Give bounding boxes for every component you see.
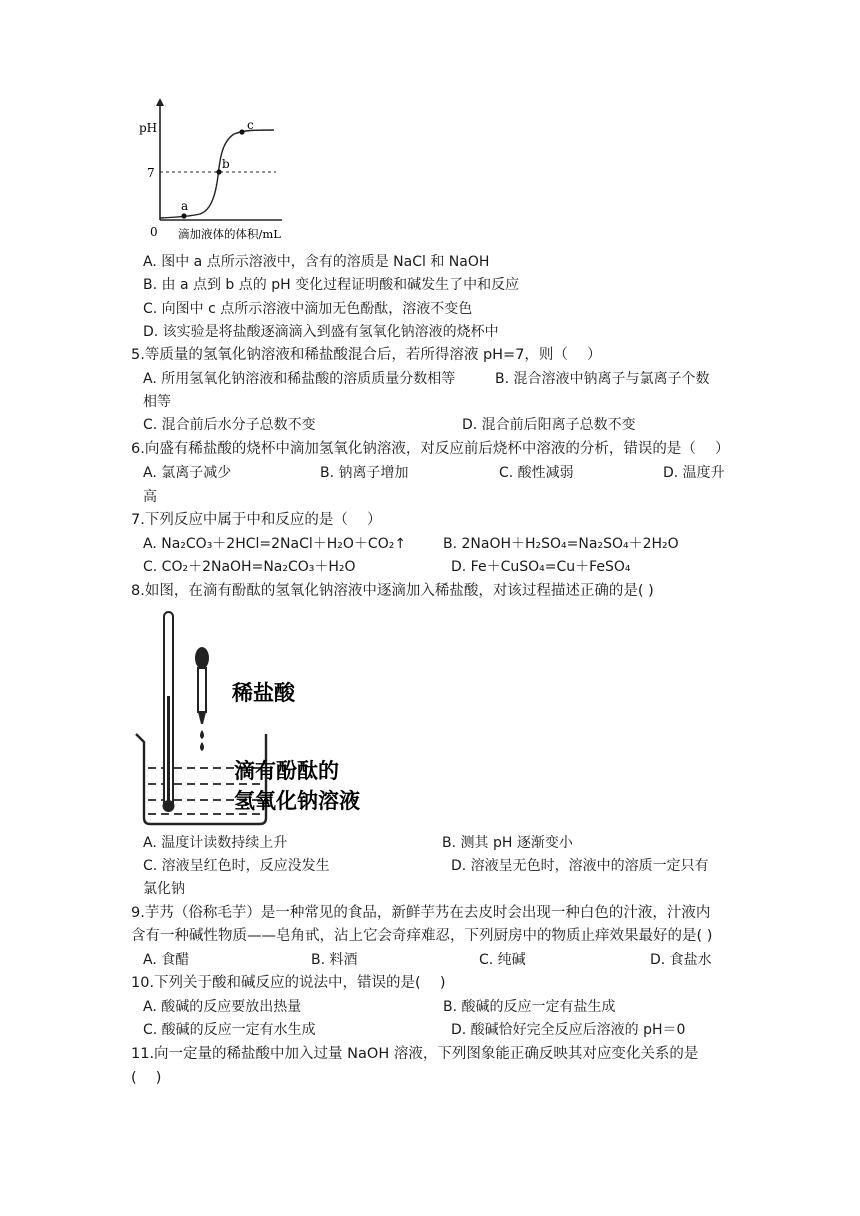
q10-stem: 10.下列关于酸和碱反应的说法中，错误的是( )	[131, 975, 446, 991]
q6-option-d: D. 温度升	[663, 465, 725, 481]
titration-apparatus-figure	[130, 606, 378, 828]
q8-option-a: A. 温度计读数持续上升	[143, 835, 288, 851]
q4-option-a: A. 图中 a 点所示溶液中，含有的溶质是 NaCl 和 NaOH	[143, 254, 490, 270]
q6-option-b: B. 钠离子增加	[320, 465, 409, 481]
q4-option-b: B. 由 a 点到 b 点的 pH 变化过程证明酸和碱发生了中和反应	[143, 277, 520, 293]
q7-option-d: D. Fe＋CuSO₄=Cu＋FeSO₄	[451, 559, 631, 575]
y-axis-arrow	[156, 98, 164, 106]
q5-stem: 5.等质量的氢氧化钠溶液和稀盐酸混合后，若所得溶液 pH=7，则（ ）	[131, 347, 602, 363]
q5-option-b-cont: 相等	[143, 394, 171, 410]
q7-option-a: A. Na₂CO₃＋2HCl=2NaCl＋H₂O＋CO₂↑	[143, 536, 407, 552]
q9-stem-line2: 含有一种碱性物质——皂角甙，沾上它会奇痒难忍，下列厨房中的物质止痒效果最好的是( )	[131, 928, 713, 944]
q4-option-c: C. 向图中 c 点所示溶液中滴加无色酚酞，溶液不变色	[143, 301, 473, 317]
q8-option-d: D. 溶液呈无色时，溶液中的溶质一定只有	[451, 858, 709, 874]
q7-stem: 7.下列反应中属于中和反应的是（ ）	[131, 512, 382, 528]
q9-stem-line1: 9.芋艿（俗称毛芋）是一种常见的食品，新鲜芋艿在去皮时会出现一种白色的汁液，汁液内	[131, 905, 711, 921]
ph-curve	[160, 130, 274, 218]
q8-option-b: B. 测其 pH 逐渐变小	[442, 835, 573, 851]
q9-option-c: C. 纯碱	[479, 952, 526, 968]
point-a	[181, 213, 186, 218]
dropper-bulb	[195, 647, 209, 669]
q10-option-c: C. 酸碱的反应一定有水生成	[143, 1022, 316, 1038]
q10-option-a: A. 酸碱的反应要放出热量	[143, 999, 302, 1015]
q6-stem: 6.向盛有稀盐酸的烧杯中滴加氢氧化钠溶液，对反应前后烧杯中溶液的分析，错误的是（ ）	[131, 441, 730, 457]
q9-option-b: B. 料酒	[311, 952, 358, 968]
q6-option-d-cont: 高	[143, 489, 157, 505]
q11-stem-line1: 11.向一定量的稀盐酸中加入过量 NaOH 溶液，下列图象能正确反映其对应变化关系的是	[131, 1046, 699, 1062]
q7-option-c: C. CO₂＋2NaOH=Na₂CO₃＋H₂O	[143, 559, 356, 575]
q5-option-b: B. 混合溶液中钠离子与氯离子个数	[495, 371, 710, 387]
dropper-tube	[198, 668, 206, 712]
q10-option-d: D. 酸碱恰好完全反应后溶液的 pH＝0	[451, 1022, 686, 1038]
ph-curve-figure	[132, 96, 282, 244]
q4-option-d: D. 该实验是将盐酸逐滴滴入到盛有氢氧化钠溶液的烧杯中	[143, 324, 499, 340]
origin-label: 0	[150, 225, 158, 239]
dilute-hcl-label: 稀盐酸	[232, 681, 295, 705]
q6-option-c: C. 酸性减弱	[499, 465, 574, 481]
x-axis-label: 滴加液体的体积/mL	[178, 227, 281, 241]
drop-1	[200, 730, 204, 739]
point-b	[216, 169, 221, 174]
solution-label-line1: 滴有酚酞的	[234, 759, 339, 783]
ph7-label: 7	[147, 166, 155, 180]
point-c-label: c	[247, 118, 254, 132]
q7-option-b: B. 2NaOH＋H₂SO₄=Na₂SO₄＋2H₂O	[443, 536, 679, 552]
drop-2	[200, 742, 204, 751]
point-b-label: b	[222, 157, 230, 171]
q9-option-a: A. 食醋	[143, 952, 190, 968]
q8-option-c: C. 溶液呈红色时，反应没发生	[143, 858, 330, 874]
q10-option-b: B. 酸碱的反应一定有盐生成	[443, 999, 616, 1015]
point-a-label: a	[181, 199, 189, 213]
dropper-tip	[198, 712, 206, 724]
q5-option-d: D. 混合前后阳离子总数不变	[462, 417, 636, 433]
point-c	[239, 129, 244, 134]
q8-stem: 8.如图，在滴有酚酞的氢氧化钠溶液中逐滴加入稀盐酸，对该过程描述正确的是( )	[131, 583, 654, 599]
q11-stem-line2: ( )	[131, 1070, 162, 1086]
q9-option-d: D. 食盐水	[650, 952, 712, 968]
q8-option-d-cont: 氯化钠	[143, 881, 185, 897]
y-axis-label: pH	[139, 121, 158, 135]
thermometer-bulb	[163, 800, 175, 812]
q5-option-a: A. 所用氢氧化钠溶液和稀盐酸的溶质质量分数相等	[143, 371, 456, 387]
q5-option-c: C. 混合前后水分子总数不变	[143, 417, 316, 433]
q6-option-a: A. 氯离子减少	[143, 465, 232, 481]
solution-label-line2: 氢氧化钠溶液	[234, 789, 360, 813]
